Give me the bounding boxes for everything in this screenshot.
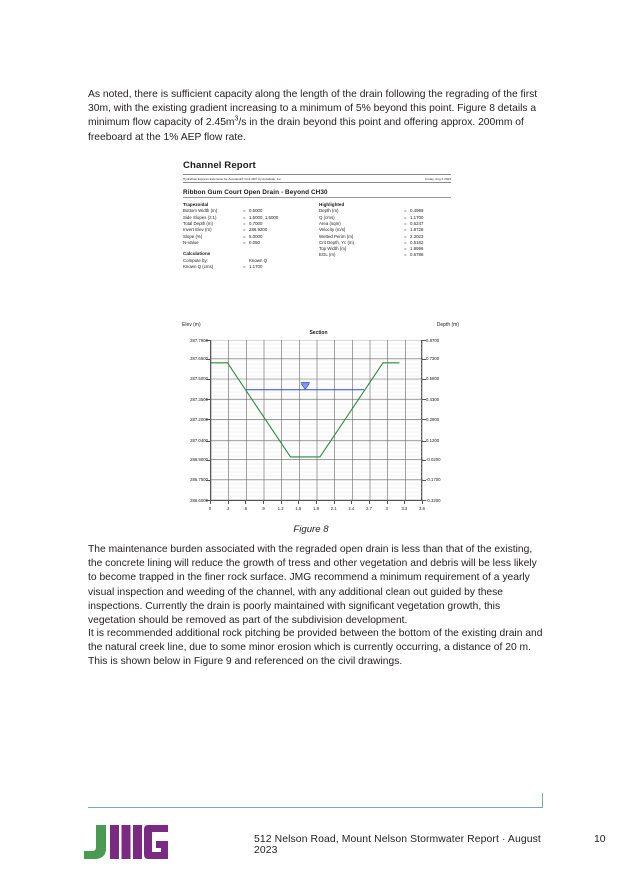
chart-ytick-left: 286.6000 <box>190 497 208 503</box>
jmg-logo <box>84 825 168 859</box>
chart-ytick-mark-left <box>206 399 210 400</box>
report-row-value: 0.5000 <box>249 208 263 214</box>
report-row-value: 2.3023 <box>410 233 424 239</box>
chart-ytick-mark-left <box>206 480 210 481</box>
chart-y-axis-label: Elev (m) <box>182 322 201 328</box>
report-row-value: 0.4999 <box>410 208 424 214</box>
report-row-label: Slope (%) <box>183 233 203 239</box>
report-row-equals: = <box>243 214 246 220</box>
paragraph-maintenance: The maintenance burden associated with the regraded open drain is less than that of the existing, the concrete lining will reduce the growth of tress and other vegetation and debris will be less likely to become trapped in the finer rock surface. JMG recommend a minimum requirement of a yearly visual inspection and weeding of the channel, with any additional clean out guided by these inspections. Currently the drain is poorly maintained with significant vegetation growth, this vegetation should be removed as part of the subdivision development. <box>88 544 537 627</box>
chart-ytick-left: 287.7900 <box>190 337 208 343</box>
report-row-equals: = <box>243 227 246 233</box>
report-row-label: Wetted Perim (m) <box>319 233 354 239</box>
report-columns <box>183 202 451 270</box>
report-row <box>183 240 319 246</box>
footer-divider <box>88 807 543 808</box>
figure-caption: Figure 8 <box>293 524 329 535</box>
report-row-value: 0.6247 <box>410 221 424 226</box>
report-row-equals: = <box>404 239 407 245</box>
paragraph-intro-part1: As noted, there is sufficient capacity along the length of the drain following the regrading of the first 30m, with the existing gradient increasing to a minimum of 5% beyond this point. Figure 8 details a minimum flow capacity of 2.45m <box>88 89 538 129</box>
chart-ytick-mark-right <box>422 460 426 461</box>
report-row-equals: = <box>404 227 407 233</box>
report-row-label: Area (sqm) <box>319 221 341 226</box>
chart-xtick: .6 <box>243 506 248 511</box>
group-heading-calculations: Calculations <box>183 251 211 257</box>
page-number: 10 <box>594 834 606 845</box>
chart-ytick-mark-left <box>206 460 210 461</box>
chart-ytick-left: 287.6500 <box>190 356 208 362</box>
channel-report-title: Channel Report <box>183 160 256 171</box>
footer-report-title: 512 Nelson Road, Mount Nelson Stormwater Report · August 2023 <box>254 834 541 856</box>
chart-ytick-left: 286.7500 <box>190 477 208 483</box>
chart-xtick: 1.2 <box>277 506 284 511</box>
chart-xtick: 1.5 <box>295 506 302 511</box>
report-row-equals: = <box>243 263 246 269</box>
chart-xtick: .3 <box>225 506 230 511</box>
calculations-rows <box>183 258 319 271</box>
chart-xtick: 2.7 <box>366 506 372 511</box>
chart-ytick-mark-right <box>422 441 426 442</box>
chart-y2-axis-label: Depth (m) <box>436 322 459 328</box>
report-row-equals: = <box>404 233 407 239</box>
chart-ytick-right: 0.2800 <box>426 416 440 422</box>
chart-ytick-mark-right <box>422 480 426 481</box>
report-row-label: Crit Depth, Yc (m) <box>319 239 355 245</box>
group-heading-highlighted: Highlighted <box>319 202 345 207</box>
report-row-value: 0.050 <box>249 239 260 245</box>
report-row-value: 0.5182 <box>410 239 424 245</box>
chart-ytick-mark-right <box>422 359 426 360</box>
chart-title: Section <box>309 330 328 336</box>
report-row-equals: = <box>404 208 407 214</box>
report-row-value: 5.0000 <box>249 233 263 239</box>
report-row-value: 1.1700 <box>410 214 424 220</box>
report-row-equals: = <box>404 214 407 220</box>
chart-xtick: 3.6 <box>419 506 425 511</box>
report-left-column <box>183 202 319 270</box>
report-row-value: Known Q <box>249 257 268 263</box>
report-row-equals: = <box>404 246 407 252</box>
chart-series-channel-section <box>211 363 399 457</box>
chart-ytick-mark-right <box>422 379 426 380</box>
report-row-equals: = <box>404 221 407 226</box>
paragraph-rock-pitching: It is recommended additional rock pitching be provided between the bottom of the existing drain and the natural creek line, due to some minor erosion which is currently occurring, a distance of 20 m. This is shown below in Figure 9 and referenced on the civil drawings. <box>88 628 543 668</box>
report-row-label: Top Width (m) <box>319 246 347 252</box>
superscript-cubed: 3 <box>234 115 239 123</box>
chart-xtick: 0 <box>208 506 212 511</box>
divider <box>183 197 451 198</box>
report-row-value: 1.9996 <box>410 246 424 252</box>
chart-xtick: 2.4 <box>348 506 355 511</box>
report-row-equals: = <box>243 233 246 239</box>
report-row-label: Total Depth (m) <box>183 221 214 226</box>
chart-ytick-mark-left <box>206 441 210 442</box>
chart-xtick: .9 <box>261 506 265 511</box>
paragraph-intro-part2: /s in the drain beyond this point and offering approx. 200mm of freeboard at the 1% AEP flow rate. <box>88 117 524 143</box>
paragraph-intro <box>88 88 543 145</box>
chart-xtick: 3 <box>385 506 388 511</box>
report-row-equals: = <box>243 221 246 226</box>
chart-svg <box>211 340 423 500</box>
chart-ytick-right: -0.1700 <box>426 477 441 483</box>
report-row-value: 1.5000, 1.5000 <box>249 214 279 220</box>
chart-ytick-right: -0.0200 <box>426 457 441 463</box>
report-row-equals: = <box>243 239 246 245</box>
chart-ytick-right: 0.8700 <box>426 337 440 343</box>
report-row <box>183 264 319 270</box>
report-row-label: Velocity (m/s) <box>319 227 346 233</box>
report-row-label: N-Value <box>183 239 199 245</box>
report-row-value: 0.7000 <box>249 221 263 226</box>
report-row-equals: = <box>404 252 407 258</box>
group-heading-trapezoidal: Trapezoidal <box>183 202 209 207</box>
chart-ytick-left: 287.3500 <box>190 396 208 402</box>
chart-ytick-left: 287.2000 <box>190 416 208 422</box>
chart-ytick-right: -0.3200 <box>426 497 441 503</box>
chart-ytick-right: 0.7300 <box>426 356 440 362</box>
report-row-label: Q (cms) <box>319 214 335 220</box>
channel-report-subtitle: Ribbon Gum Court Open Drain - Beyond CH30 <box>183 189 328 196</box>
chart-xtick: 2.1 <box>330 506 337 511</box>
section-chart <box>176 322 461 518</box>
report-row-label: Invert Elev (m) <box>183 227 212 233</box>
report-date: Friday, Aug 4 2023 <box>425 176 451 181</box>
report-right-column <box>319 202 451 270</box>
report-row-value: 286.9200 <box>249 227 268 233</box>
chart-ytick-left: 287.0400 <box>190 438 208 444</box>
software-line: Hydraflow Express Extension for Autodesk® Civil 3D® by Autodesk, Inc. <box>183 176 282 181</box>
chart-ytick-mark-left <box>206 340 210 341</box>
chart-ytick-right: 0.5800 <box>426 376 440 382</box>
report-row-label: EGL (m) <box>319 252 336 258</box>
chart-ytick-mark-left <box>206 379 210 380</box>
water-level-triangle <box>301 384 309 390</box>
report-row-value: 1.1700 <box>249 263 263 269</box>
chart-ytick-right: 0.1200 <box>426 438 440 444</box>
chart-xtick: 1.8 <box>313 506 319 511</box>
chart-ytick-mark-right <box>422 340 426 341</box>
report-row-label: Known Q (cms) <box>183 263 214 269</box>
trapezoidal-rows <box>183 208 319 246</box>
highlighted-rows <box>319 208 451 258</box>
chart-ytick-mark-right <box>422 419 426 420</box>
chart-ytick-mark-left <box>206 359 210 360</box>
chart-xtick: 3.3 <box>401 506 408 511</box>
report-row <box>319 252 451 258</box>
chart-ytick-left: 286.9000 <box>190 457 208 463</box>
report-row-equals: = <box>243 208 246 214</box>
page-footer <box>84 824 606 860</box>
report-row-label: Depth (m) <box>319 208 339 214</box>
report-row-label: Side Slopes (z:1) <box>183 214 217 220</box>
report-row-value: 0.6788 <box>410 252 424 258</box>
chart-ytick-mark-right <box>422 399 426 400</box>
report-row-value: 1.8728 <box>410 227 424 233</box>
chart-ytick-left: 287.5000 <box>190 376 208 382</box>
chart-x-axis-line <box>210 500 422 501</box>
chart-plot-area <box>210 340 422 500</box>
report-row-label: Compute by: <box>183 257 208 263</box>
channel-report-meta <box>183 174 451 183</box>
chart-xtick-mark <box>422 500 423 504</box>
channel-report-card <box>183 160 451 270</box>
chart-ytick-right: 0.4300 <box>426 396 440 402</box>
report-row-label: Bottom Width (m) <box>183 208 218 214</box>
chart-ytick-mark-left <box>206 419 210 420</box>
